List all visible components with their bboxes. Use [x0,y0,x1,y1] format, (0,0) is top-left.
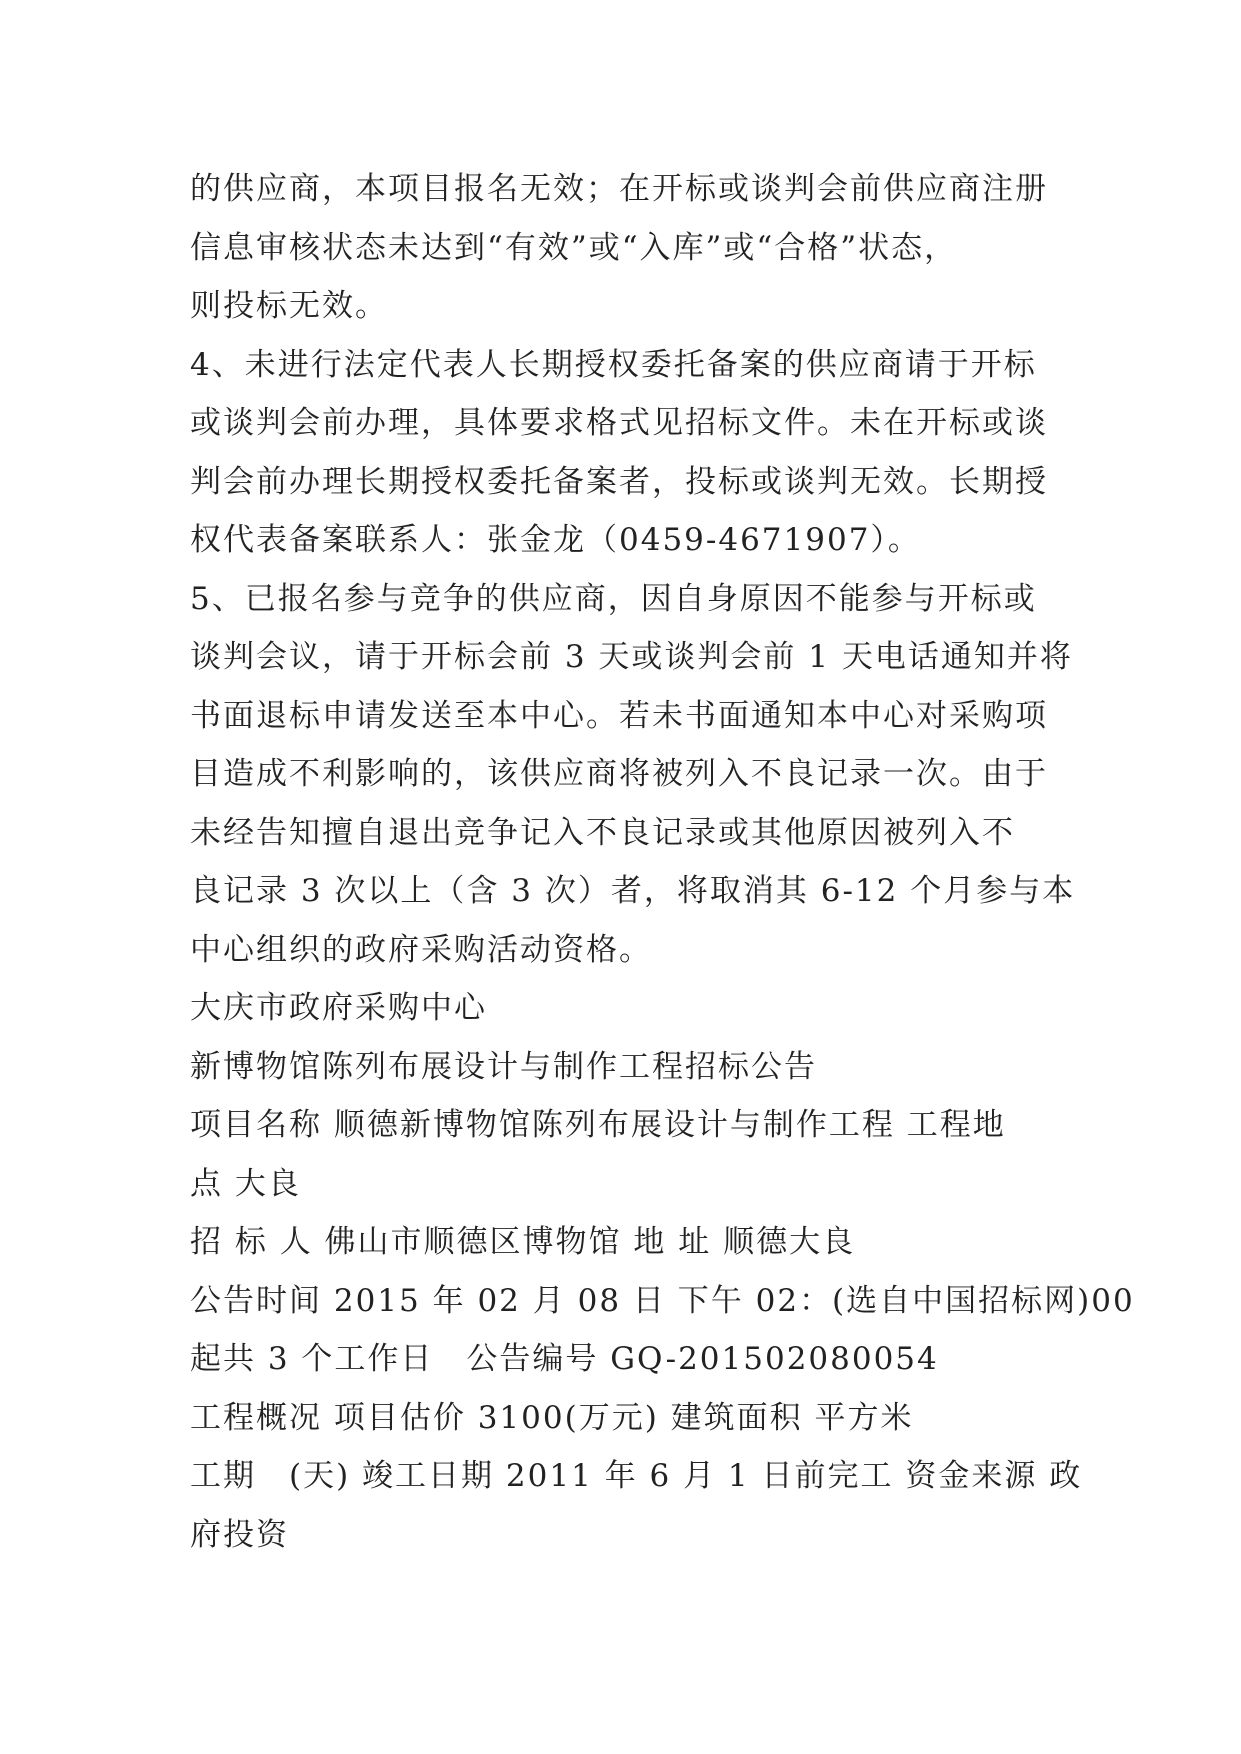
text-line: 权代表备案联系人：张金龙（0459-4671907）。 [190,522,921,558]
announcement-title: 新博物馆陈列布展设计与制作工程招标公告 [190,1048,817,1085]
text-line: 谈判会议，请于开标会前 3 天或谈判会前 1 天电话通知并将 [190,639,1073,675]
text-line: 府投资 [190,1516,289,1553]
document-body [190,160,1135,1564]
text-line: 的供应商，本项目报名无效；在开标或谈判会前供应商注册 [190,171,1048,207]
text-line: 工程概况 项目估价 3100(万元) 建筑面积 平方米 [190,1399,914,1436]
text-line: 公告时间 2015 年 02 月 08 日 下午 02：(选自中国招标网)00 [190,1282,1135,1319]
text-line: 书面退标申请发送至本中心。若未书面通知本中心对采购项 [190,697,1048,734]
text-line: 或谈判会前办理，具体要求格式见招标文件。未在开标或谈 [190,405,1048,441]
text-line: 4、未进行法定代表人长期授权委托备案的供应商请于开标 [190,346,1037,383]
text-line: 5、已报名参与竞争的供应商，因自身原因不能参与开标或 [190,580,1037,617]
organization-name: 大庆市政府采购中心 [190,990,487,1026]
text-line: 项目名称 顺德新博物馆陈列布展设计与制作工程 工程地 [190,1107,1006,1143]
text-line: 未经告知擅自退出竞争记入不良记录或其他原因被列入不 [190,814,1015,851]
text-line: 工期 (天) 竣工日期 2011 年 6 月 1 日前完工 资金来源 政 [190,1458,1083,1494]
text-line: 信息审核状态未达到“有效”或“入库”或“合格”状态， [190,229,958,266]
text-line: 招 标 人 佛山市顺德区博物馆 地 址 顺德大良 [190,1224,856,1260]
text-line: 良记录 3 次以上（含 3 次）者，将取消其 6-12 个月参与本 [190,873,1076,909]
text-line: 中心组织的政府采购活动资格。 [190,931,652,968]
text-line: 则投标无效。 [190,288,388,324]
text-line: 点 大良 [190,1165,301,1202]
text-line: 起共 3 个工作日 公告编号 GQ-201502080054 [190,1341,939,1377]
text-line: 目造成不利影响的，该供应商将被列入不良记录一次。由于 [190,756,1048,792]
text-line: 判会前办理长期授权委托备案者，投标或谈判无效。长期授 [190,463,1048,500]
